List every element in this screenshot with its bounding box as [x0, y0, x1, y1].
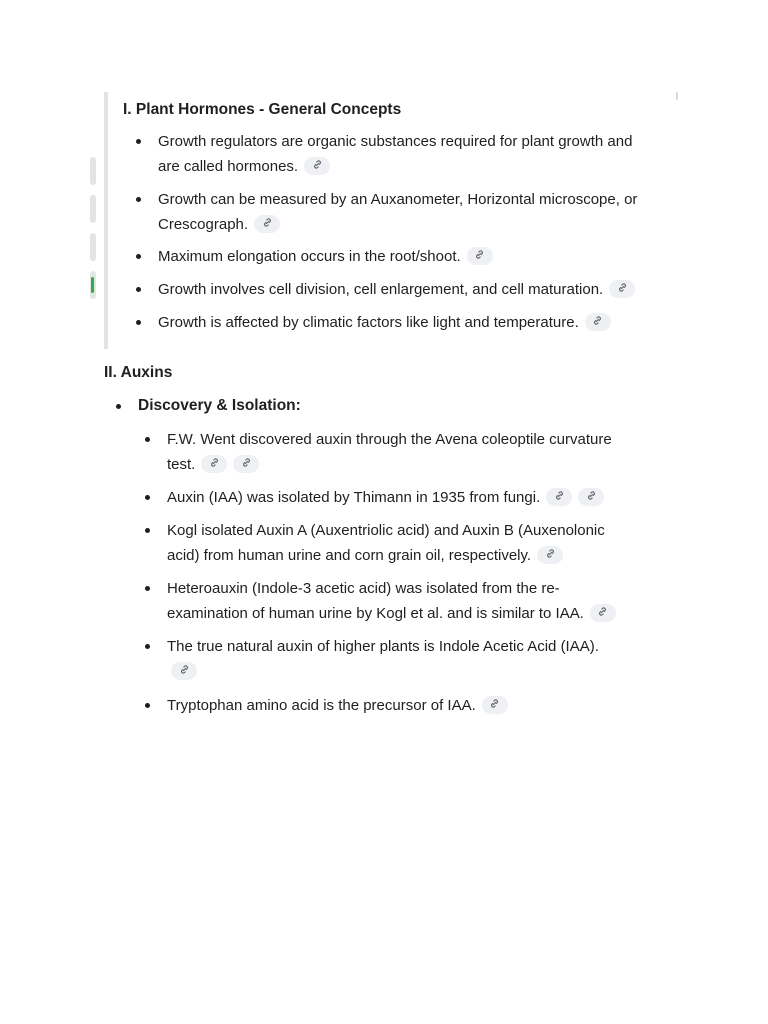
list-item-text: Growth involves cell division, cell enlargement, and cell maturation.: [158, 281, 604, 298]
subheading: Discovery & Isolation:: [138, 397, 301, 414]
link-icon: [312, 160, 323, 171]
link-icon: [617, 283, 628, 294]
link-icon: [262, 218, 273, 229]
citation-chip[interactable]: [537, 546, 563, 564]
citation-chip[interactable]: [482, 696, 508, 714]
list-item-text: test.: [167, 456, 196, 473]
citation-chip[interactable]: [233, 455, 259, 473]
citation-chip[interactable]: [578, 488, 604, 506]
citation-chip[interactable]: [585, 313, 611, 331]
citation-chip[interactable]: [201, 455, 227, 473]
section-plant-hormones: [104, 92, 668, 349]
list-item: [158, 244, 493, 269]
list-item-text: Auxin (IAA) was isolated by Thimann in 1935 from fungi.: [167, 489, 541, 506]
side-marker[interactable]: [90, 157, 96, 185]
list-item-text: examination of human urine by Kogl et al. and is similar to IAA.: [167, 605, 584, 622]
list-item: [167, 485, 604, 510]
list-item-text: F.W. Went discovered auxin through the Avena coleoptile curvature: [167, 431, 612, 448]
citation-chip[interactable]: [609, 280, 635, 298]
list-item-text: Crescograph.: [158, 216, 249, 233]
citation-chip[interactable]: [467, 247, 493, 265]
link-icon: [179, 665, 190, 676]
list-item-text: Kogl isolated Auxin A (Auxentriolic acid) and Auxin B (Auxenolonic: [167, 522, 605, 539]
link-icon: [592, 316, 603, 327]
list-item: [167, 693, 508, 718]
citation-chip[interactable]: [546, 488, 572, 506]
side-marker[interactable]: [90, 233, 96, 261]
list-item-text: Growth regulators are organic substances required for plant growth and: [158, 133, 633, 150]
list-item-text: Growth is affected by climatic factors like light and temperature.: [158, 314, 579, 331]
link-icon: [489, 699, 500, 710]
list-item-text: Tryptophan amino acid is the precursor of IAA.: [167, 697, 476, 714]
link-icon: [545, 549, 556, 560]
link-icon: [474, 250, 485, 261]
citation-chip[interactable]: [254, 215, 280, 233]
citation-chip[interactable]: [171, 662, 197, 680]
scrollbar-thumb[interactable]: [676, 92, 678, 100]
section-heading: II. Auxins: [104, 364, 173, 381]
section-heading: I. Plant Hormones - General Concepts: [123, 101, 402, 118]
list-item: [167, 518, 605, 568]
list-item-text: The true natural auxin of higher plants is Indole Acetic Acid (IAA).: [167, 638, 599, 655]
link-icon: [241, 458, 252, 469]
list-item: [158, 129, 632, 179]
citation-chip[interactable]: [304, 157, 330, 175]
link-icon: [597, 607, 608, 618]
list-item-text: Heteroauxin (Indole-3 acetic acid) was isolated from the re-: [167, 580, 560, 597]
list-item-text: acid) from human urine and corn grain oil, respectively.: [167, 547, 532, 564]
link-icon: [586, 491, 597, 502]
list-item: [158, 187, 637, 237]
list-item: [167, 576, 616, 626]
list-item: [167, 634, 599, 684]
list-item: [158, 310, 611, 335]
list-item: [167, 427, 612, 477]
link-icon: [209, 458, 220, 469]
side-marker[interactable]: [90, 195, 96, 223]
link-icon: [554, 491, 565, 502]
list-item: [158, 277, 635, 302]
list-item-text: Growth can be measured by an Auxanometer, Horizontal microscope, or: [158, 191, 638, 208]
side-marker-active[interactable]: [90, 271, 96, 299]
citation-chip[interactable]: [590, 604, 616, 622]
list-item-text: Maximum elongation occurs in the root/shoot.: [158, 248, 461, 265]
list-item-text: are called hormones.: [158, 158, 299, 175]
